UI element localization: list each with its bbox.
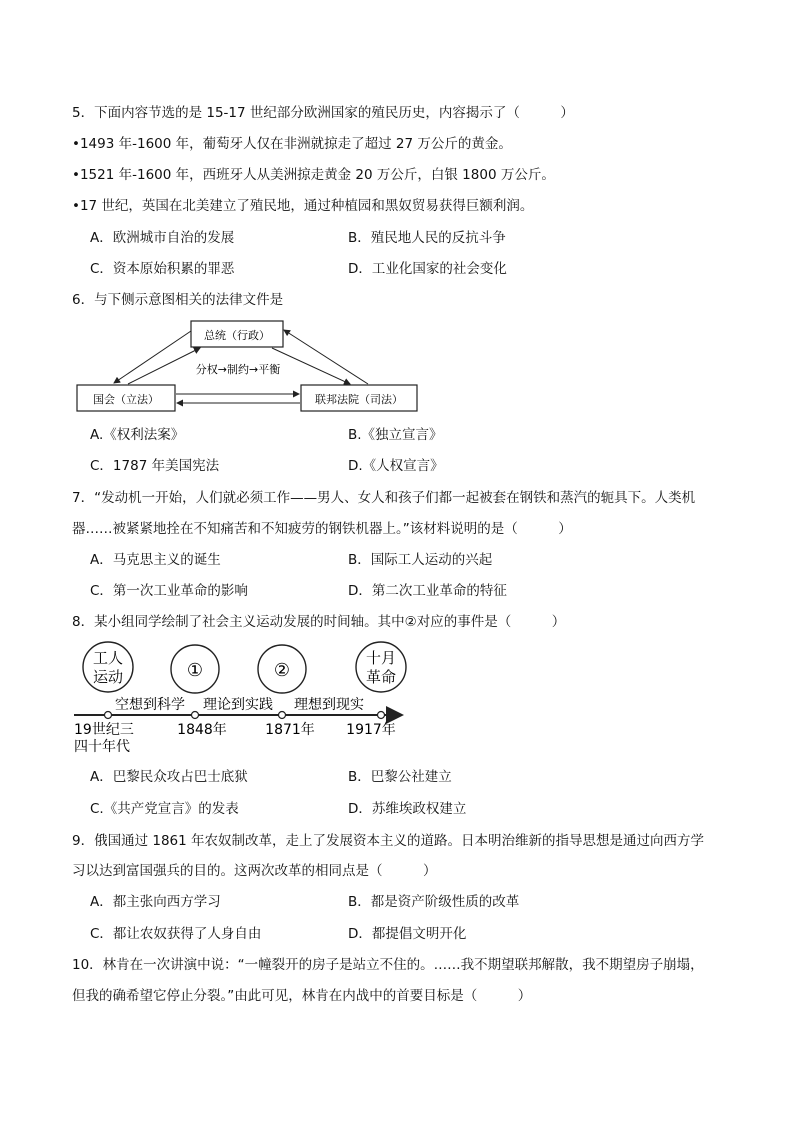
circle-1-text-line-1: 工人 — [92, 649, 124, 667]
question-7-stem-line-1: 7．“发动机一开始，人们就必须工作——男人、女人和孩子们都一起被套在钢铁和蒸汽的轭具下。人类机 — [72, 490, 696, 506]
court-label: 联邦法院（司法） — [315, 393, 403, 406]
question-9-option-b: B．都是资产阶级性质的改革 — [348, 894, 520, 910]
timeline-tick-1 — [105, 712, 112, 719]
segment-label-1: 空想到科学 — [115, 697, 185, 713]
question-5-bullet-1: •1493 年-1600 年，葡萄牙人仅在非洲就掠走了超过 27 万公斤的黄金。 — [72, 136, 512, 152]
question-8-stem: 8．某小组同学绘制了社会主义运动发展的时间轴。其中②对应的事件是（ ） — [72, 614, 566, 630]
question-9-option-d: D．都提倡文明开化 — [348, 926, 467, 942]
arrow-president-to-court — [272, 348, 350, 384]
segment-label-2: 理论到实践 — [203, 697, 273, 713]
question-7-option-a: A．马克思主义的诞生 — [90, 552, 221, 568]
question-9-stem-line-2: 习以达到富国强兵的目的。这两次改革的相同点是（ ） — [72, 863, 437, 879]
question-8-option-b: B．巴黎公社建立 — [348, 769, 452, 785]
timeline-tick-2 — [192, 712, 199, 719]
question-8-option-d: D．苏维埃政权建立 — [348, 801, 467, 817]
question-5-option-b: B．殖民地人民的反抗斗争 — [348, 230, 506, 246]
question-7-option-b: B．国际工人运动的兴起 — [348, 552, 493, 568]
date-label-1-line-2: 四十年代 — [74, 739, 130, 755]
question-5-option-d: D．工业化国家的社会变化 — [348, 261, 507, 277]
question-7-option-d: D．第二次工业革命的特征 — [348, 583, 507, 599]
question-6-stem: 6．与下侧示意图相关的法律文件是 — [72, 292, 284, 308]
date-label-2: 1848年 — [177, 722, 227, 738]
circle-1-text-line-2: 运动 — [92, 668, 124, 686]
question-5-option-a: A．欧洲城市自治的发展 — [90, 230, 235, 246]
circle-4-text-line-2: 革命 — [365, 668, 397, 686]
question-6-option-a: A.《权利法案》 — [90, 427, 185, 443]
circle-3-text: ② — [273, 660, 291, 681]
question-5-bullet-3: •17 世纪，英国在北美建立了殖民地，通过种植园和黑奴贸易获得巨额利润。 — [72, 198, 534, 214]
timeline-tick-3 — [279, 712, 286, 719]
socialism-timeline-diagram — [72, 640, 412, 756]
date-label-1-line-1: 19世纪三 — [74, 722, 134, 738]
date-label-3: 1871年 — [265, 722, 315, 738]
question-6-option-c: C．1787 年美国宪法 — [90, 458, 220, 474]
arrow-court-to-president — [284, 330, 368, 384]
question-8-option-c: C.《共产党宣言》的发表 — [90, 801, 239, 817]
question-7-option-c: C．第一次工业革命的影响 — [90, 583, 248, 599]
president-label: 总统（行政） — [204, 329, 270, 342]
question-9-stem-line-1: 9．俄国通过 1861 年农奴制改革，走上了发展资本主义的道路。日本明治维新的指导思想是通过向西方学 — [72, 833, 705, 849]
separation-of-powers-diagram — [72, 318, 422, 414]
segment-label-3: 理想到现实 — [294, 697, 364, 713]
date-label-4: 1917年 — [346, 722, 396, 738]
circle-2-text: ① — [186, 660, 204, 681]
question-10-stem-line-1: 10．林肯在一次讲演中说：“一幢裂开的房子是站立不住的。……我不期望联邦解散，我不期望房子崩塌， — [72, 957, 704, 973]
congress-label: 国会（立法） — [93, 393, 159, 406]
timeline-tick-4 — [378, 712, 385, 719]
question-6-option-d: D.《人权宣言》 — [348, 458, 444, 474]
question-5-stem: 5．下面内容节选的是 15-17 世纪部分欧洲国家的殖民历史，内容揭示了（ ） — [72, 105, 574, 121]
arrow-president-to-congress — [114, 331, 191, 383]
question-8-option-a: A．巴黎民众攻占巴士底狱 — [90, 769, 248, 785]
checks-and-balances-label: 分权→制约→平衡 — [195, 363, 281, 376]
question-5-bullet-2: •1521 年-1600 年，西班牙人从美洲掠走黄金 20 万公斤，白银 1800 万公斤。 — [72, 167, 555, 183]
question-9-option-a: A．都主张向西方学习 — [90, 894, 221, 910]
question-5-option-c: C．资本原始积累的罪恶 — [90, 261, 235, 277]
question-9-option-c: C．都让农奴获得了人身自由 — [90, 926, 262, 942]
question-6-option-b: B.《独立宣言》 — [348, 427, 443, 443]
circle-4-text-line-1: 十月 — [365, 649, 397, 667]
question-7-stem-line-2: 器……被紧紧地拴在不知痛苦和不知疲劳的钢铁机器上。”该材料说明的是（ ） — [72, 521, 572, 537]
question-10-stem-line-2: 但我的确希望它停止分裂。”由此可见，林肯在内战中的首要目标是（ ） — [72, 988, 532, 1004]
